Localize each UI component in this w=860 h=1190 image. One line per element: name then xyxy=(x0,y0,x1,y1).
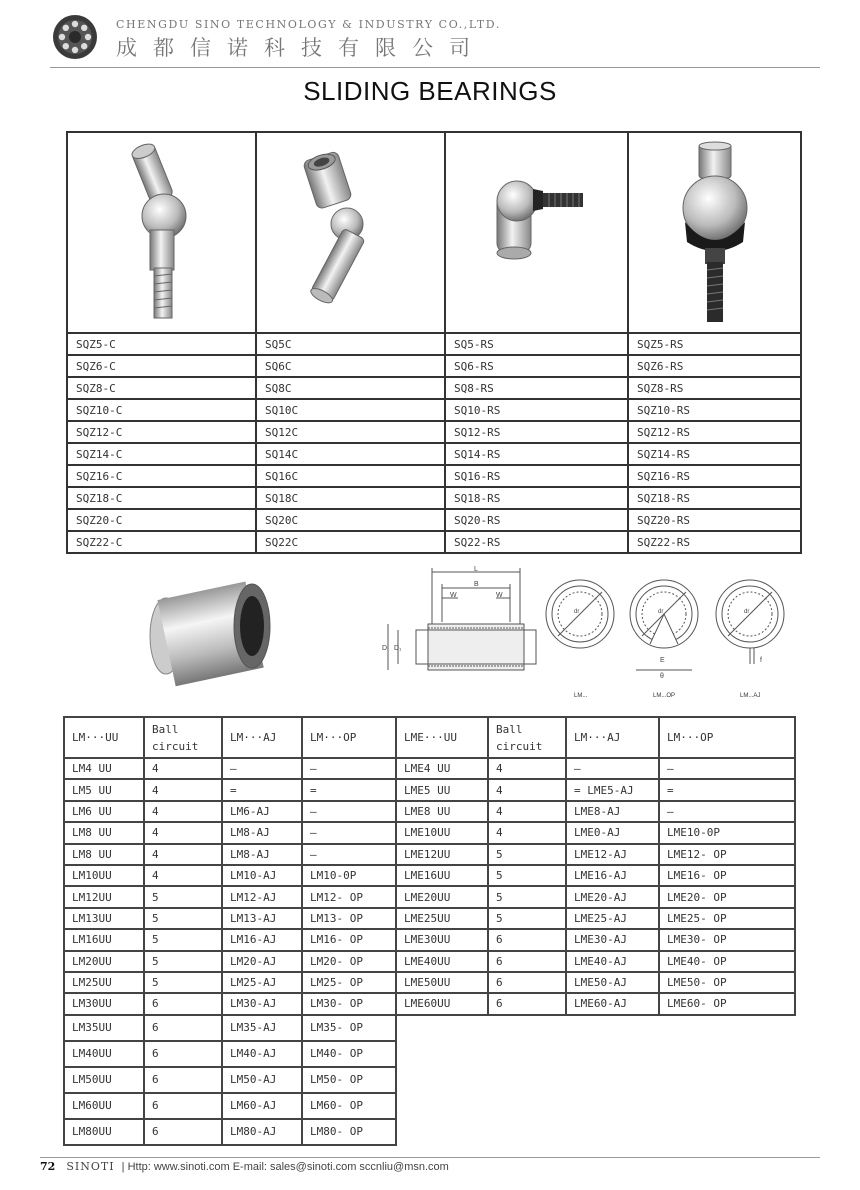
table-row xyxy=(67,333,801,355)
model-cell: LM8-AJ xyxy=(222,822,302,843)
company-name-english: CHENGDU SINO TECHNOLOGY & INDUSTRY CO.,LTD. xyxy=(116,18,501,31)
model-cell: LME12- OP xyxy=(659,844,795,865)
model-cell: LM12- OP xyxy=(302,886,396,907)
model-cell: LM50-AJ xyxy=(222,1067,302,1093)
model-cell: 5 xyxy=(488,844,566,865)
model-cell: SQ6-RS xyxy=(445,355,628,377)
table-row xyxy=(64,886,795,907)
model-cell: – xyxy=(566,758,659,779)
table-row xyxy=(67,399,801,421)
model-cell: 5 xyxy=(144,929,222,950)
page-footer xyxy=(40,1160,449,1173)
table-row xyxy=(64,951,795,972)
model-cell: 6 xyxy=(144,1119,222,1145)
dim-label-d1: D₁ xyxy=(394,645,402,652)
model-cell: LM20- OP xyxy=(302,951,396,972)
table-row xyxy=(64,844,795,865)
column-header: LME···UU xyxy=(396,717,488,758)
table-row xyxy=(64,779,795,800)
model-cell: SQ22-RS xyxy=(445,531,628,553)
model-cell: SQ16C xyxy=(256,465,445,487)
model-cell: LM8 UU xyxy=(64,844,144,865)
table-row xyxy=(64,801,795,822)
model-cell: 4 xyxy=(488,779,566,800)
model-cell: LM13-AJ xyxy=(222,908,302,929)
model-cell: SQZ18-RS xyxy=(628,487,801,509)
model-cell: SQ18C xyxy=(256,487,445,509)
model-cell: 4 xyxy=(144,758,222,779)
model-cell: LME30UU xyxy=(396,929,488,950)
dim-label-d: D xyxy=(382,645,388,652)
page-number: 72 xyxy=(40,1160,56,1173)
model-cell: = xyxy=(302,779,396,800)
empty-cell xyxy=(396,1067,795,1093)
model-cell: 5 xyxy=(144,886,222,907)
table-row xyxy=(67,465,801,487)
model-cell: LME40UU xyxy=(396,951,488,972)
model-cell: SQ16-RS xyxy=(445,465,628,487)
model-cell: LM8 UU xyxy=(64,822,144,843)
model-cell: – xyxy=(302,758,396,779)
model-cell: 5 xyxy=(144,951,222,972)
model-cell: LME0-AJ xyxy=(566,822,659,843)
page-title: SLIDING BEARINGS xyxy=(303,76,557,106)
model-cell: SQ5-RS xyxy=(445,333,628,355)
table-row xyxy=(64,1015,795,1041)
footer-separator: | xyxy=(121,1161,125,1173)
model-cell: SQ18-RS xyxy=(445,487,628,509)
model-cell: 6 xyxy=(144,1015,222,1041)
linear-bearing-figures xyxy=(120,566,800,706)
model-cell: SQ14C xyxy=(256,443,445,465)
model-cell: SQ10C xyxy=(256,399,445,421)
section-view-aj xyxy=(716,580,784,664)
model-cell: 6 xyxy=(144,1041,222,1067)
model-cell: LM6 UU xyxy=(64,801,144,822)
model-cell: SQZ5-C xyxy=(67,333,256,355)
column-header: LM···AJ xyxy=(566,717,659,758)
angle-joint-female-image xyxy=(291,148,411,318)
model-cell: LM20-AJ xyxy=(222,951,302,972)
model-cell: SQZ10-C xyxy=(67,399,256,421)
table-row xyxy=(64,1119,795,1145)
column-header: LM···OP xyxy=(302,717,396,758)
model-cell: LME20UU xyxy=(396,886,488,907)
model-cell: LM25-AJ xyxy=(222,972,302,993)
model-cell: LM16-AJ xyxy=(222,929,302,950)
model-cell: SQ22C xyxy=(256,531,445,553)
table-row xyxy=(64,1093,795,1119)
bearing-dimension-drawing xyxy=(388,568,536,670)
model-cell: LME16-AJ xyxy=(566,865,659,886)
rod-end-rs-image xyxy=(477,173,597,293)
model-cell: LME40-AJ xyxy=(566,951,659,972)
model-cell: SQ20C xyxy=(256,509,445,531)
model-cell: LM50- OP xyxy=(302,1067,396,1093)
model-cell: LME25- OP xyxy=(659,908,795,929)
model-cell: SQZ20-C xyxy=(67,509,256,531)
table-row xyxy=(67,509,801,531)
model-cell: LME40- OP xyxy=(659,951,795,972)
model-cell: LME60-AJ xyxy=(566,993,659,1014)
figure-label-aj: LM...AJ xyxy=(740,693,761,699)
model-cell: – xyxy=(302,844,396,865)
model-cell: – xyxy=(302,801,396,822)
model-cell: SQ14-RS xyxy=(445,443,628,465)
model-cell: LME16UU xyxy=(396,865,488,886)
model-cell: LME12UU xyxy=(396,844,488,865)
empty-cell xyxy=(396,1015,795,1041)
model-cell: – xyxy=(222,758,302,779)
section-dr-label: dr xyxy=(744,609,750,615)
model-cell: LME50-AJ xyxy=(566,972,659,993)
model-cell: LME5 UU xyxy=(396,779,488,800)
table-row xyxy=(64,908,795,929)
model-cell: 4 xyxy=(144,822,222,843)
model-cell: LME60- OP xyxy=(659,993,795,1014)
model-cell: LM12-AJ xyxy=(222,886,302,907)
model-cell: LME10-0P xyxy=(659,822,795,843)
model-cell: LME16- OP xyxy=(659,865,795,886)
column-header: LM···UU xyxy=(64,717,144,758)
model-cell: LM40UU xyxy=(64,1041,144,1067)
model-cell: LM8-AJ xyxy=(222,844,302,865)
model-cell: LM30- OP xyxy=(302,993,396,1014)
model-cell: LM35UU xyxy=(64,1015,144,1041)
model-cell: SQZ12-C xyxy=(67,421,256,443)
model-cell: LM13UU xyxy=(64,908,144,929)
model-cell: LM10-0P xyxy=(302,865,396,886)
model-cell: SQ12C xyxy=(256,421,445,443)
model-cell: 4 xyxy=(488,758,566,779)
table-row xyxy=(67,531,801,553)
linear-bearing-photo xyxy=(150,581,270,686)
dim-label-w1: W xyxy=(450,592,457,599)
dim-label-b: B xyxy=(474,581,479,588)
model-cell: SQ6C xyxy=(256,355,445,377)
model-cell: = xyxy=(222,779,302,800)
empty-cell xyxy=(396,1093,795,1119)
model-cell: – xyxy=(659,758,795,779)
model-cell: LME8 UU xyxy=(396,801,488,822)
model-cell: LME4 UU xyxy=(396,758,488,779)
model-cell: SQ20-RS xyxy=(445,509,628,531)
model-cell: 6 xyxy=(488,993,566,1014)
model-cell: LM80- OP xyxy=(302,1119,396,1145)
model-cell: 6 xyxy=(144,993,222,1014)
model-cell: SQZ6-RS xyxy=(628,355,801,377)
page-header xyxy=(50,14,820,66)
table-row xyxy=(67,443,801,465)
model-cell: SQ5C xyxy=(256,333,445,355)
model-cell: LM12UU xyxy=(64,886,144,907)
model-cell: LM35- OP xyxy=(302,1015,396,1041)
image-cell xyxy=(628,132,801,333)
model-cell: SQZ22-C xyxy=(67,531,256,553)
model-cell: LM60UU xyxy=(64,1093,144,1119)
dim-label-l: L xyxy=(474,566,478,573)
table-row xyxy=(67,377,801,399)
header-divider xyxy=(50,67,820,68)
table-row xyxy=(64,865,795,886)
table-row xyxy=(67,355,801,377)
column-header: Ball circuit xyxy=(488,717,566,758)
model-cell: 4 xyxy=(488,801,566,822)
model-cell: LM16UU xyxy=(64,929,144,950)
image-cell xyxy=(445,132,628,333)
model-cell: LME10UU xyxy=(396,822,488,843)
model-cell: LM5 UU xyxy=(64,779,144,800)
model-cell: LM10-AJ xyxy=(222,865,302,886)
model-cell: 5 xyxy=(144,972,222,993)
table-row xyxy=(64,822,795,843)
column-header: LM···AJ xyxy=(222,717,302,758)
model-cell: SQZ8-C xyxy=(67,377,256,399)
model-cell: SQZ14-RS xyxy=(628,443,801,465)
image-cell xyxy=(256,132,445,333)
table-row xyxy=(64,993,795,1014)
model-cell: 4 xyxy=(488,822,566,843)
model-cell: 5 xyxy=(488,908,566,929)
footer-divider xyxy=(40,1157,820,1158)
model-cell: LME12-AJ xyxy=(566,844,659,865)
footer-brand: SINOTI xyxy=(66,1160,115,1173)
model-cell: SQ10-RS xyxy=(445,399,628,421)
model-cell: – xyxy=(302,822,396,843)
model-cell: LME50UU xyxy=(396,972,488,993)
model-cell: SQZ14-C xyxy=(67,443,256,465)
model-cell: SQZ16-C xyxy=(67,465,256,487)
model-cell: 5 xyxy=(144,908,222,929)
model-cell: 4 xyxy=(144,801,222,822)
linear-bearing-model-table xyxy=(63,716,796,1146)
model-cell: 6 xyxy=(488,951,566,972)
model-cell: SQ8C xyxy=(256,377,445,399)
rod-end-model-table xyxy=(66,131,802,554)
model-cell: LM16- OP xyxy=(302,929,396,950)
model-cell: LME60UU xyxy=(396,993,488,1014)
model-cell: – xyxy=(659,801,795,822)
model-cell: LM13- OP xyxy=(302,908,396,929)
model-cell: SQ12-RS xyxy=(445,421,628,443)
model-cell: LM50UU xyxy=(64,1067,144,1093)
image-cell xyxy=(67,132,256,333)
model-cell: LME50- OP xyxy=(659,972,795,993)
table-row xyxy=(64,929,795,950)
model-cell: 5 xyxy=(488,886,566,907)
model-cell: LM25UU xyxy=(64,972,144,993)
model-cell: LM35-AJ xyxy=(222,1015,302,1041)
model-cell: 4 xyxy=(144,779,222,800)
column-header: Ball circuit xyxy=(144,717,222,758)
model-cell: LM4 UU xyxy=(64,758,144,779)
table-row xyxy=(64,1041,795,1067)
model-cell: 6 xyxy=(144,1093,222,1119)
figure-label-lm: LM... xyxy=(574,693,588,699)
empty-cell xyxy=(396,1119,795,1145)
ball-joint-rs-image xyxy=(665,138,765,328)
model-cell: 6 xyxy=(144,1067,222,1093)
model-cell: 6 xyxy=(488,929,566,950)
model-cell: LM20UU xyxy=(64,951,144,972)
model-cell: LM10UU xyxy=(64,865,144,886)
model-cell: LM30-AJ xyxy=(222,993,302,1014)
model-cell: LM30UU xyxy=(64,993,144,1014)
model-cell: 6 xyxy=(488,972,566,993)
model-cell: LM60- OP xyxy=(302,1093,396,1119)
model-cell: LM40- OP xyxy=(302,1041,396,1067)
table-row xyxy=(67,421,801,443)
angle-joint-male-image xyxy=(102,138,222,328)
model-cell: LME25-AJ xyxy=(566,908,659,929)
section-dr-label: dr xyxy=(658,609,664,615)
dim-label-f: f xyxy=(760,657,762,664)
section-dr-label: dr xyxy=(574,609,580,615)
model-cell: LM6-AJ xyxy=(222,801,302,822)
model-cell: LM25- OP xyxy=(302,972,396,993)
model-cell: SQZ5-RS xyxy=(628,333,801,355)
table-row xyxy=(64,972,795,993)
model-cell: LM60-AJ xyxy=(222,1093,302,1119)
model-cell: 5 xyxy=(488,865,566,886)
dim-label-theta: θ xyxy=(660,673,664,680)
section-view-lm xyxy=(546,580,614,648)
model-cell: SQZ16-RS xyxy=(628,465,801,487)
model-cell: LME30- OP xyxy=(659,929,795,950)
model-cell: SQZ6-C xyxy=(67,355,256,377)
empty-cell xyxy=(396,1041,795,1067)
model-cell: LME8-AJ xyxy=(566,801,659,822)
figure-label-op: LM...OP xyxy=(653,693,676,699)
model-cell: SQZ18-C xyxy=(67,487,256,509)
table-header-row xyxy=(64,717,795,758)
model-cell: LME25UU xyxy=(396,908,488,929)
model-cell: LM80UU xyxy=(64,1119,144,1145)
model-cell: = xyxy=(659,779,795,800)
dim-label-e: E xyxy=(660,657,665,664)
model-cell: SQZ20-RS xyxy=(628,509,801,531)
model-cell: LM80-AJ xyxy=(222,1119,302,1145)
table-row xyxy=(64,758,795,779)
model-cell: 4 xyxy=(144,844,222,865)
model-cell: LM40-AJ xyxy=(222,1041,302,1067)
model-cell: SQZ8-RS xyxy=(628,377,801,399)
model-cell: LME20-AJ xyxy=(566,886,659,907)
dim-label-w2: W xyxy=(496,592,503,599)
model-cell: LME30-AJ xyxy=(566,929,659,950)
model-cell: 4 xyxy=(144,865,222,886)
model-cell: = LME5-AJ xyxy=(566,779,659,800)
bearing-logo-icon xyxy=(52,14,98,60)
company-name-chinese: 成都信诺科技有限公司 xyxy=(116,36,486,60)
model-cell: SQ8-RS xyxy=(445,377,628,399)
table-row xyxy=(64,1067,795,1093)
column-header: LM···OP xyxy=(659,717,795,758)
model-cell: SQZ22-RS xyxy=(628,531,801,553)
model-cell: LME20- OP xyxy=(659,886,795,907)
model-cell: SQZ12-RS xyxy=(628,421,801,443)
footer-contact: Http: www.sinoti.com E-mail: sales@sinoti.com sccnliu@msn.com xyxy=(127,1161,449,1173)
table-row xyxy=(67,487,801,509)
image-row xyxy=(67,132,801,333)
model-cell: SQZ10-RS xyxy=(628,399,801,421)
